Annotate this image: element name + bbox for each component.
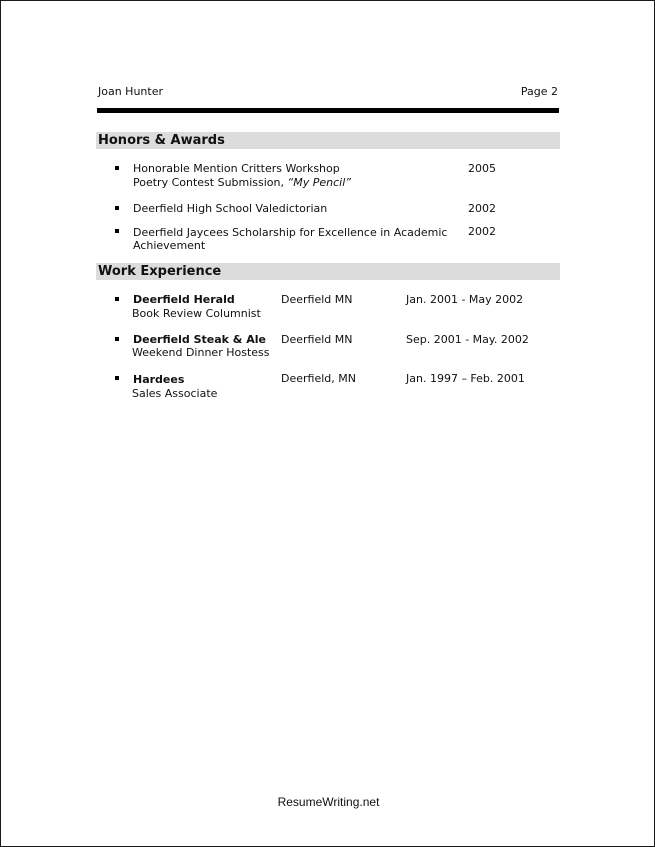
work-item-2-location: Deerfield MN: [281, 333, 353, 346]
honor-item-1-title: “My Pencil”: [287, 176, 351, 189]
bullet-icon: [115, 297, 119, 301]
work-item-1-location: Deerfield MN: [281, 293, 353, 306]
honor-item-1-line2: [133, 176, 351, 189]
work-item-2-role: Weekend Dinner Hostess: [132, 346, 270, 359]
honor-item-3-line1: Deerfield Jaycees Scholarship for Excellence in Academic: [133, 226, 448, 239]
page-header: [97, 85, 559, 101]
footer-watermark: ResumeWriting.net: [277, 795, 380, 809]
work-item-1-employer: Deerfield Herald: [133, 293, 235, 306]
honor-item-2-line1: Deerfield High School Valedictorian: [133, 202, 328, 215]
work-item-2-dates: Sep. 2001 - May. 2002: [406, 333, 529, 346]
work-item-3-role: Sales Associate: [132, 387, 218, 400]
header-page-number: Page 2: [520, 85, 558, 98]
honor-item-1-line1: Honorable Mention Critters Workshop: [133, 162, 340, 175]
honor-item-1-year: 2005: [468, 162, 496, 175]
bullet-icon: [115, 166, 119, 170]
work-item-3-employer: Hardees: [133, 373, 185, 386]
bullet-icon: [115, 376, 119, 380]
bullet-icon: [115, 206, 119, 210]
work-item-2-employer: Deerfield Steak & Ale: [133, 333, 266, 346]
honor-item-3-year: 2002: [468, 225, 496, 238]
section-heading-honors: Honors & Awards: [96, 132, 560, 149]
bullet-icon: [115, 337, 119, 341]
honor-item-1-line2-prefix: Poetry Contest Submission,: [133, 176, 288, 189]
work-item-1-role: Book Review Columnist: [132, 307, 261, 320]
section-heading-work: Work Experience: [96, 263, 560, 280]
honor-item-2-year: 2002: [468, 202, 496, 215]
work-item-1-dates: Jan. 2001 - May 2002: [406, 293, 524, 306]
header-divider: [97, 108, 559, 113]
work-item-3-dates: Jan. 1997 – Feb. 2001: [406, 372, 525, 385]
header-name: Joan Hunter: [98, 85, 164, 98]
honor-item-3-line2: Achievement: [133, 239, 206, 252]
bullet-icon: [115, 229, 119, 233]
work-item-3-location: Deerfield, MN: [281, 372, 356, 385]
